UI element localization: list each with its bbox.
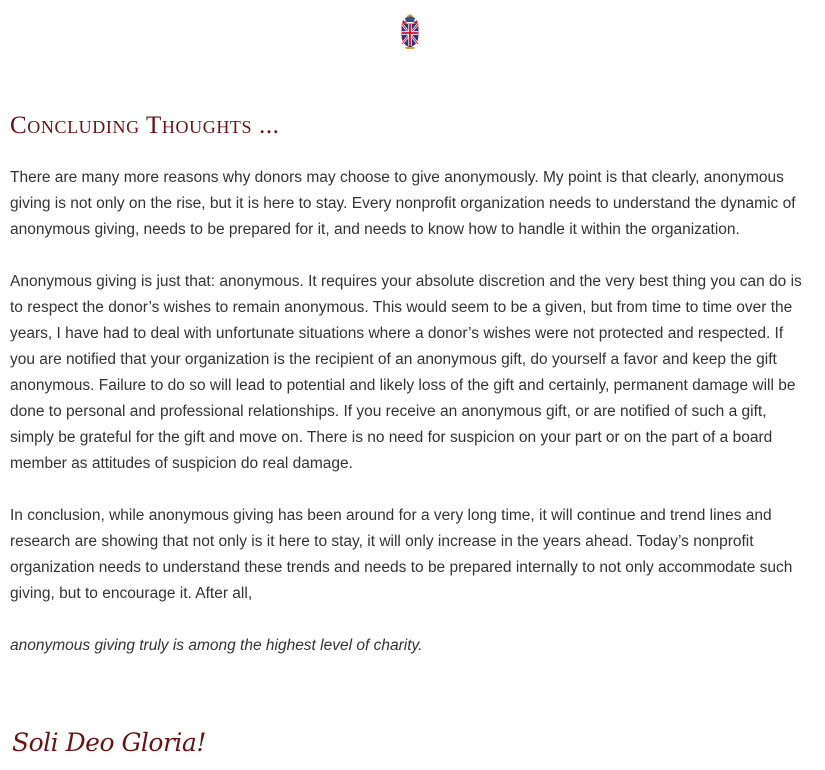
article-body <box>10 165 810 685</box>
section-heading: Concluding Thoughts ... <box>10 112 280 139</box>
paragraph-3: In conclusion, while anonymous giving has been around for a very long time, it will continue and trend lines and research are showing that not only is it here to stay, it will only increase in the years ahead. Today’s nonprofit organization needs to understand these trends and needs to be prepared internally to not only accommodate such giving, but to encourage it. After all, <box>10 507 793 602</box>
paragraph-2: Anonymous giving is just that: anonymous. It requires your absolute discretion and the very best thing you can do is to respect the donor’s wishes to remain anonymous. This would seem to be a given, but from time to time over the years, I have had to deal with unfortunate situations where a donor’s wishes were not protected and respected. If you are notified that your organization is the recipient of an anonymous gift, do yourself a favor and keep the gift anonymous. Failure to do so will lead to potential and likely loss of the gift and certainly, permanent damage will be done to personal and professional relationships. If you receive an anonymous gift, or are notified of such a gift, simply be grateful for the gift and move on. There is no need for suspicion on your part or on the part of a board member as attitudes of suspicion do real damage. <box>10 273 802 472</box>
signature: Soli Deo Gloria! <box>12 728 206 757</box>
crest-icon <box>398 14 422 50</box>
paragraph-1: There are many more reasons why donors may choose to give anonymously. My point is that clearly, anonymous giving is not only on the rise, but it is here to stay. Every nonprofit organization needs to understand the dynamic of anonymous giving, needs to be prepared for it, and needs to know how to handle it within the organization. <box>10 169 796 238</box>
closing-line: anonymous giving truly is among the highest level of charity. <box>10 637 423 654</box>
